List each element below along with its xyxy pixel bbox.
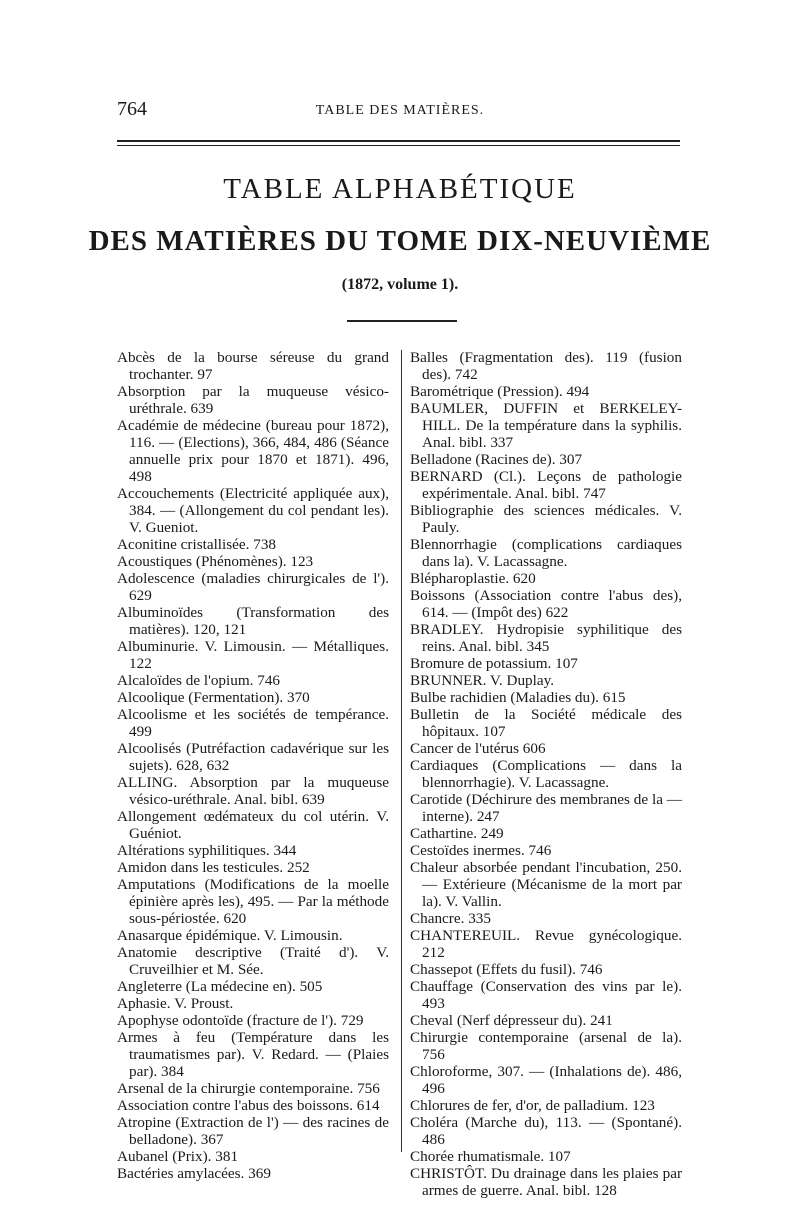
index-entry: Aconitine cristallisée. 738: [117, 536, 277, 553]
index-entry: Alcoolisme et les sociétés de tempérance. 499: [117, 706, 389, 740]
index-entry: Cheval (Nerf dépresseur du). 241: [410, 1012, 613, 1029]
index-entry: Bulbe rachidien (Maladies du). 615: [410, 689, 626, 706]
index-entry: Chassepot (Effets du fusil). 746: [410, 961, 603, 978]
index-entry: Chancre. 335: [410, 910, 491, 927]
index-entry: BERNARD (Cl.). Leçons de pathologie expérimentale. Anal. bibl. 747: [410, 468, 682, 502]
index-entry: Académie de médecine (bureau pour 1872), 116. — (Elections), 366, 484, 486 (Séance annuelle prix pour 1870 et 1871). 496, 498: [117, 417, 389, 485]
title-rule: [347, 320, 457, 322]
index-entry: Chorée rhumatismale. 107: [410, 1148, 571, 1165]
index-entry: Bulletin de la Société médicale des hôpitaux. 107: [410, 706, 682, 740]
index-entry: Chloroforme, 307. — (Inhalations de). 486, 496: [410, 1063, 682, 1097]
index-entry: Amputations (Modifications de la moelle épinière après les), 495. — Par la méthode sous-périostée. 620: [117, 876, 389, 927]
index-entry: Chirurgie contemporaine (arsenal de la). 756: [410, 1029, 682, 1063]
index-entry: Arsenal de la chirurgie contemporaine. 756: [117, 1080, 380, 1097]
index-entry: Alcaloïdes de l'opium. 746: [117, 672, 281, 689]
index-entry: Balles (Fragmentation des). 119 (fusion des). 742: [410, 349, 682, 383]
index-entry: Allongement œdémateux du col utérin. V. Guéniot.: [117, 808, 389, 842]
index-entry: Blépharoplastie. 620: [410, 570, 536, 587]
index-entry: BAUMLER, DUFFIN et BERKELEY-HILL. De la température dans la syphilis. Anal. bibl. 337: [410, 400, 682, 451]
index-entry: Albuminoïdes (Transformation des matières). 120, 121: [117, 604, 389, 638]
index-entry: CHRISTÔT. Du drainage dans les plaies par armes de guerre. Anal. bibl. 128: [410, 1165, 682, 1199]
right-column: [410, 349, 682, 1199]
index-entry: Atropine (Extraction de l') — des racines de belladone). 367: [117, 1114, 389, 1148]
index-entry: Boissons (Association contre l'abus des), 614. — (Impôt des) 622: [410, 587, 682, 621]
index-entry: Alcoolique (Fermentation). 370: [117, 689, 310, 706]
index-entry: Anasarque épidémique. V. Limousin.: [117, 927, 343, 944]
index-entry: Cestoïdes inermes. 746: [410, 842, 552, 859]
index-entry: BRUNNER. V. Duplay.: [410, 672, 555, 689]
index-entry: Adolescence (maladies chirurgicales de l'). 629: [117, 570, 389, 604]
index-entry: Association contre l'abus des boissons. 614: [117, 1097, 380, 1114]
index-entry: Choléra (Marche du), 113. — (Spontané). 486: [410, 1114, 682, 1148]
index-entry: Amidon dans les testicules. 252: [117, 859, 310, 876]
index-entry: Acoustiques (Phénomènes). 123: [117, 553, 314, 570]
page-title-line-1: TABLE ALPHABÉTIQUE: [223, 173, 577, 205]
left-column: [117, 349, 389, 1182]
index-entry: Angleterre (La médecine en). 505: [117, 978, 323, 995]
index-entry: Belladone (Racines de). 307: [410, 451, 583, 468]
index-entry: Alcoolisés (Putréfaction cadavérique sur les sujets). 628, 632: [117, 740, 389, 774]
page-number: 764: [117, 98, 147, 120]
index-entry: Blennorrhagie (complications cardiaques dans la). V. Lacassagne.: [410, 536, 682, 570]
index-entry: Bibliographie des sciences médicales. V. Pauly.: [410, 502, 682, 536]
index-entry: ALLING. Absorption par la muqueuse vésico-uréthrale. Anal. bibl. 639: [117, 774, 389, 808]
index-entry: Carotide (Déchirure des membranes de la — interne). 247: [410, 791, 682, 825]
index-entry: Chaleur absorbée pendant l'incubation, 250. — Extérieure (Mécanisme de la mort par la). V. Vallin.: [410, 859, 682, 910]
index-entry: Aubanel (Prix). 381: [117, 1148, 239, 1165]
index-entry: Barométrique (Pression). 494: [410, 383, 590, 400]
index-entry: Absorption par la muqueuse vésico-uréthrale. 639: [117, 383, 389, 417]
index-entry: Cardiaques (Complications — dans la blennorrhagie). V. Lacassagne.: [410, 757, 682, 791]
index-entry: Anatomie descriptive (Traité d'). V. Cruveilhier et M. Sée.: [117, 944, 389, 978]
index-entry: Aphasie. V. Proust.: [117, 995, 234, 1012]
index-entry: Chauffage (Conservation des vins par le). 493: [410, 978, 682, 1012]
index-entry: Accouchements (Electricité appliquée aux), 384. — (Allongement du col pendant les). V. Gueniot.: [117, 485, 389, 536]
index-entry: Bactéries amylacées. 369: [117, 1165, 271, 1182]
index-entry: Bromure de potassium. 107: [410, 655, 578, 672]
index-entry: Armes à feu (Température dans les traumatismes par). V. Redard. — (Plaies par). 384: [117, 1029, 389, 1080]
index-entry: Apophyse odontoïde (fracture de l'). 729: [117, 1012, 364, 1029]
index-entry: CHANTEREUIL. Revue gynécologique. 212: [410, 927, 682, 961]
index-entry: BRADLEY. Hydropisie syphilitique des reins. Anal. bibl. 345: [410, 621, 682, 655]
index-entry: Cancer de l'utérus 606: [410, 740, 546, 757]
index-entry: Albuminurie. V. Limousin. — Métalliques. 122: [117, 638, 389, 672]
running-head: TABLE DES MATIÈRES.: [315, 103, 485, 118]
column-divider: [401, 350, 402, 1152]
index-entry: Abcès de la bourse séreuse du grand trochanter. 97: [117, 349, 389, 383]
header-rule: [117, 140, 680, 146]
page-title-line-2: DES MATIÈRES DU TOME DIX-NEUVIÈME: [88, 225, 712, 257]
index-entry: Cathartine. 249: [410, 825, 504, 842]
index-entry: Chlorures de fer, d'or, de palladium. 123: [410, 1097, 655, 1114]
volume-subtitle: (1872, volume 1).: [341, 276, 459, 293]
index-entry: Altérations syphilitiques. 344: [117, 842, 297, 859]
